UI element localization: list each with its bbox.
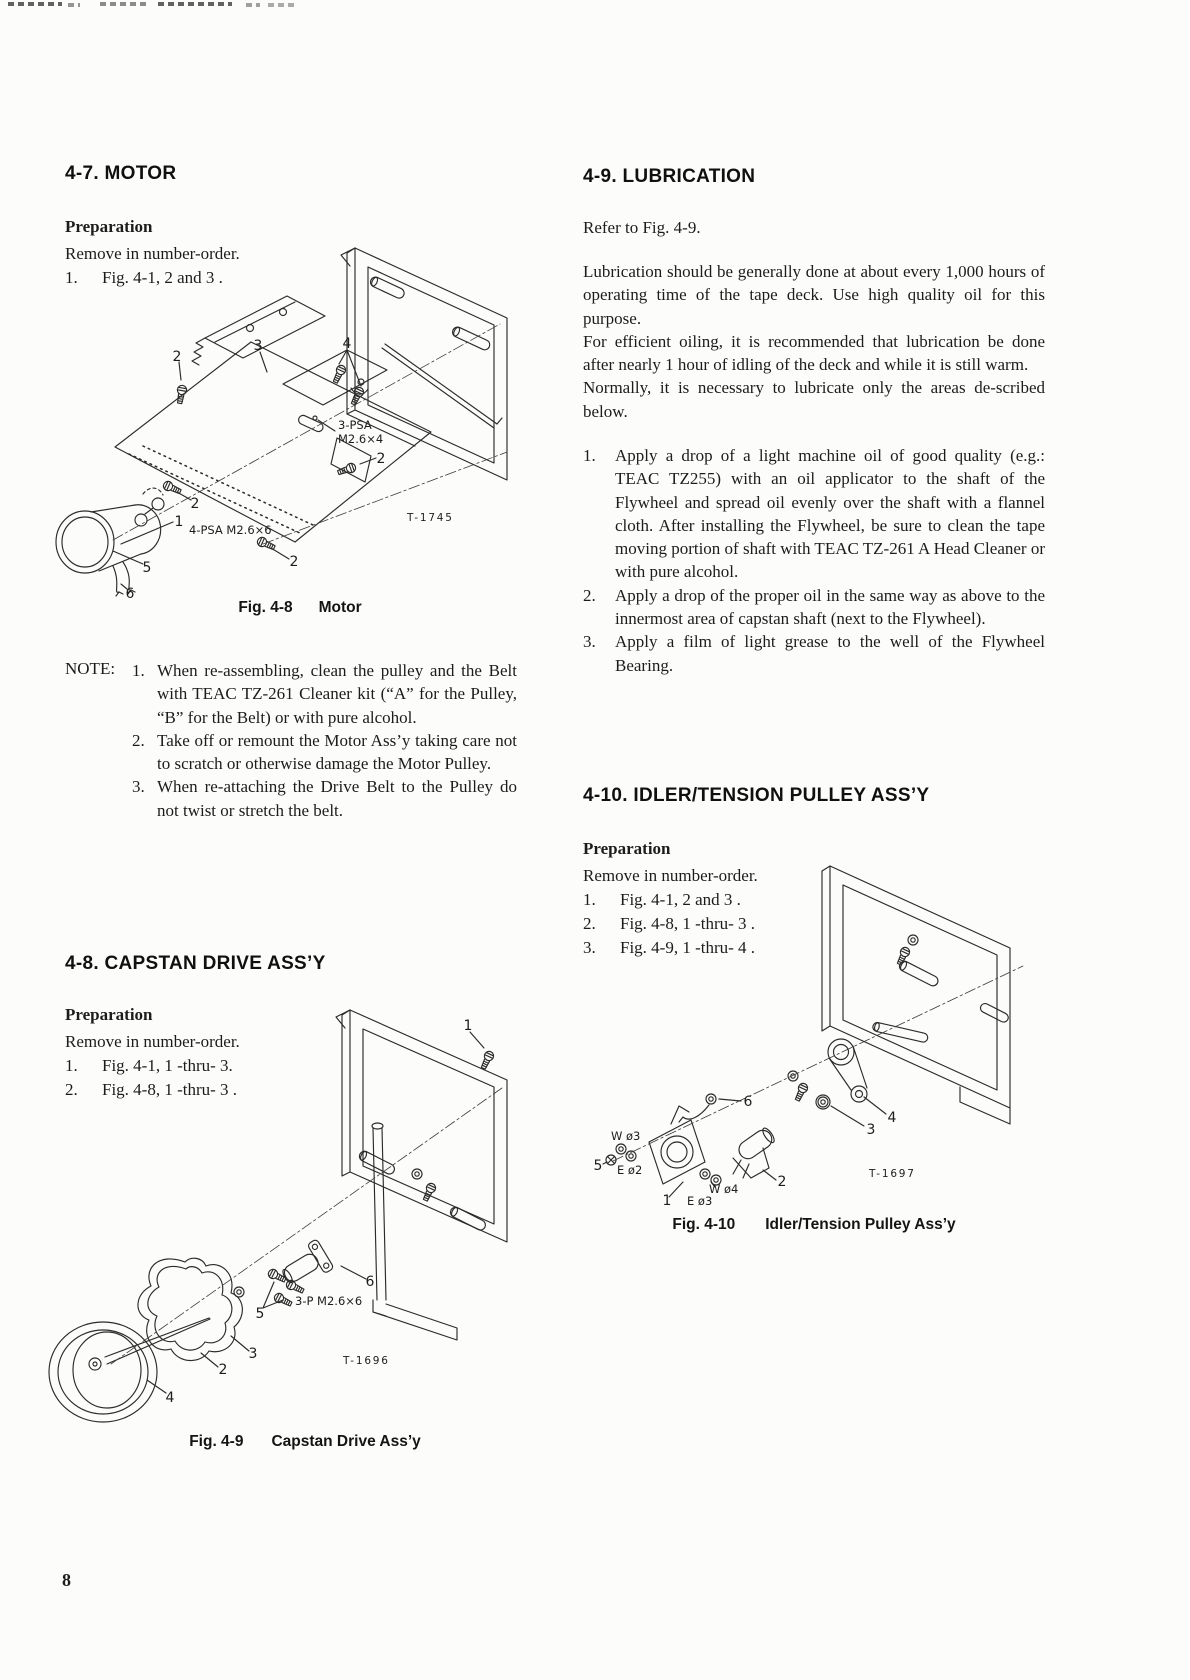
step-number: 3.: [583, 938, 596, 957]
step-text: Fig. 4-9, 1 -thru- 4 .: [620, 938, 756, 957]
note-item-number: 3.: [132, 777, 145, 797]
section-4-9-heading: 4-9. LUBRICATION: [583, 166, 756, 187]
fig48-callout-5: 5: [142, 560, 152, 576]
fig410-callout-4: 4: [887, 1110, 897, 1126]
note-item: [132, 659, 517, 729]
section-4-7-heading: 4-7. MOTOR: [65, 163, 177, 184]
step-text: Fig. 4-8, 1 -thru- 3 .: [102, 1080, 238, 1099]
fig48-callout-1: 1: [174, 514, 184, 530]
section-4-8-heading: 4-8. CAPSTAN DRIVE ASS’Y: [65, 953, 326, 974]
prep-heading-4-8: Preparation: [65, 1005, 153, 1024]
item-number: 3.: [583, 632, 596, 652]
item-text: Apply a drop of a light machine oil of good quality (e.g.: TEAC TZ255) with an oil applicator to the shaft of the Flywheel and spread oil evenly over the shaft with a flannel cloth. After installing the Flywheel, be sure to clean the tape moving portion of shaft with TEAC TZ-261 A Head Cleaner or with pure alcohol.: [615, 446, 1045, 582]
prep-heading-4-10: Preparation: [583, 839, 671, 858]
fig410-callout-1: 1: [662, 1193, 672, 1209]
note-item-number: 1.: [132, 661, 145, 680]
list-item: [583, 630, 1045, 677]
paragraph: For efficient oiling, it is recommended that lubrication be done after nearly 1 hour of idling of the deck and while it is still warm.: [583, 331, 1045, 375]
step-number: 1.: [65, 268, 78, 287]
section-4-10-heading: 4-10. IDLER/TENSION PULLEY ASS’Y: [583, 785, 930, 806]
figure-4-9-capstan-diagram: [55, 1002, 525, 1443]
prep-heading-4-7: Preparation: [65, 217, 153, 236]
step-number: 1.: [583, 890, 596, 909]
fig410-callout-5: 5: [593, 1158, 603, 1174]
fig48-callout-2: 2: [289, 554, 299, 570]
step-text: Fig. 4-1, 1 -thru- 3.: [102, 1056, 233, 1075]
lubrication-list: [583, 444, 1045, 677]
step-text: Fig. 4-8, 1 -thru- 3 .: [620, 914, 756, 933]
fig48-callout-2: 2: [172, 349, 182, 365]
page-number: 8: [62, 1570, 71, 1590]
fig410-part-label-w3: W ø3: [611, 1129, 641, 1143]
figure-4-10-caption: [583, 1216, 1045, 1234]
step-number: 2.: [65, 1080, 78, 1099]
prep-intro-4-10: Remove in number-order.: [583, 866, 758, 885]
note-item-text: When re-attaching the Drive Belt to the Pulley do not twist or stretch the belt.: [157, 777, 517, 820]
fig48-callout-3: 3: [253, 338, 263, 354]
item-text: Apply a drop of the proper oil in the same way as above to the innermost area of capstan shaft (next to the Flywheel).: [615, 585, 1045, 629]
note-item-text: When re-assembling, clean the pulley and the Belt with TEAC TZ-261 Cleaner kit (“A” for the Pulley, “B” for the Belt) or with pure alcohol.: [157, 661, 517, 727]
fig49-drawing-number: T-1696: [343, 1355, 390, 1367]
figure-title: Capstan Drive Ass’y: [271, 1433, 421, 1450]
item-text: Apply a film of light grease to the well of the Flywheel Bearing.: [615, 632, 1045, 675]
figure-4-10-idler-diagram: [583, 856, 1045, 1229]
fig410-part-label-w4: W ø4: [709, 1182, 739, 1196]
figure-4-8-caption: [95, 599, 505, 617]
fig410-part-label-e3: E ø3: [687, 1194, 713, 1208]
fig49-callout-6: 6: [365, 1274, 375, 1290]
fig410-callout-3: 3: [866, 1122, 876, 1138]
list-item: [583, 584, 1045, 631]
figure-title: Idler/Tension Pulley Ass’y: [765, 1216, 956, 1233]
figure-4-8-motor-diagram: [55, 242, 525, 602]
figure-4-9-caption: [95, 1433, 515, 1451]
note-item-number: 2.: [132, 730, 145, 750]
fig48-part-label-3psa-size: M2.6×4: [338, 432, 384, 446]
paragraph: Lubrication should be generally done at about every 1,000 hours of operating time of the tape deck. Use high quality oil for this purpose.: [583, 262, 1045, 328]
step-number: 1.: [65, 1056, 78, 1075]
lubrication-paragraphs: [583, 260, 1045, 423]
figure-label: Fig. 4-10: [672, 1216, 736, 1233]
fig410-callout-6: 6: [743, 1094, 753, 1110]
fig48-callout-2: 2: [376, 451, 386, 467]
refer-line: Refer to Fig. 4-9.: [583, 218, 701, 237]
fig48-part-label-3psa: 3-PSA: [338, 418, 372, 432]
prep-intro-4-8: Remove in number-order.: [65, 1032, 240, 1051]
list-item: [583, 444, 1045, 584]
item-number: 2.: [583, 585, 596, 605]
fig48-part-label-4psa: 4-PSA M2.6×6: [189, 523, 272, 537]
step-text: Fig. 4-1, 2 and 3 .: [620, 890, 741, 909]
prep-intro-4-7: Remove in number-order.: [65, 244, 240, 263]
paragraph: Normally, it is necessary to lubricate only the areas de-scribed below.: [583, 378, 1045, 421]
fig49-part-label-3p: 3-P M2.6×6: [295, 1294, 363, 1308]
fig410-part-label-e2: E ø2: [617, 1163, 643, 1177]
note-item-text: Take off or remount the Motor Ass’y taking care not to scratch or otherwise damage the Motor Pulley.: [157, 730, 517, 774]
fig49-callout-5: 5: [255, 1306, 265, 1322]
figure-label: Fig. 4-8: [238, 599, 293, 616]
fig48-drawing-number: T-1745: [407, 512, 454, 524]
note-item: [132, 729, 517, 776]
step-text: Fig. 4-1, 2 and 3 .: [102, 268, 223, 287]
fig49-callout-2: 2: [218, 1362, 228, 1378]
fig410-drawing-number: T-1697: [869, 1168, 916, 1180]
note-block: [65, 659, 517, 822]
fig49-callout-3: 3: [248, 1346, 258, 1362]
fig48-callout-2: 2: [190, 496, 200, 512]
item-number: 1.: [583, 446, 596, 465]
step-number: 2.: [583, 914, 596, 933]
note-label: NOTE:: [65, 659, 116, 678]
note-item: [132, 775, 517, 822]
fig48-callout-4: 4: [342, 336, 352, 352]
fig49-callout-4: 4: [165, 1390, 175, 1406]
fig49-callout-1: 1: [463, 1018, 473, 1034]
fig410-callout-2: 2: [777, 1174, 787, 1190]
figure-title: Motor: [318, 599, 362, 616]
fig48-callout-6: 6: [125, 586, 135, 602]
figure-label: Fig. 4-9: [189, 1433, 244, 1450]
